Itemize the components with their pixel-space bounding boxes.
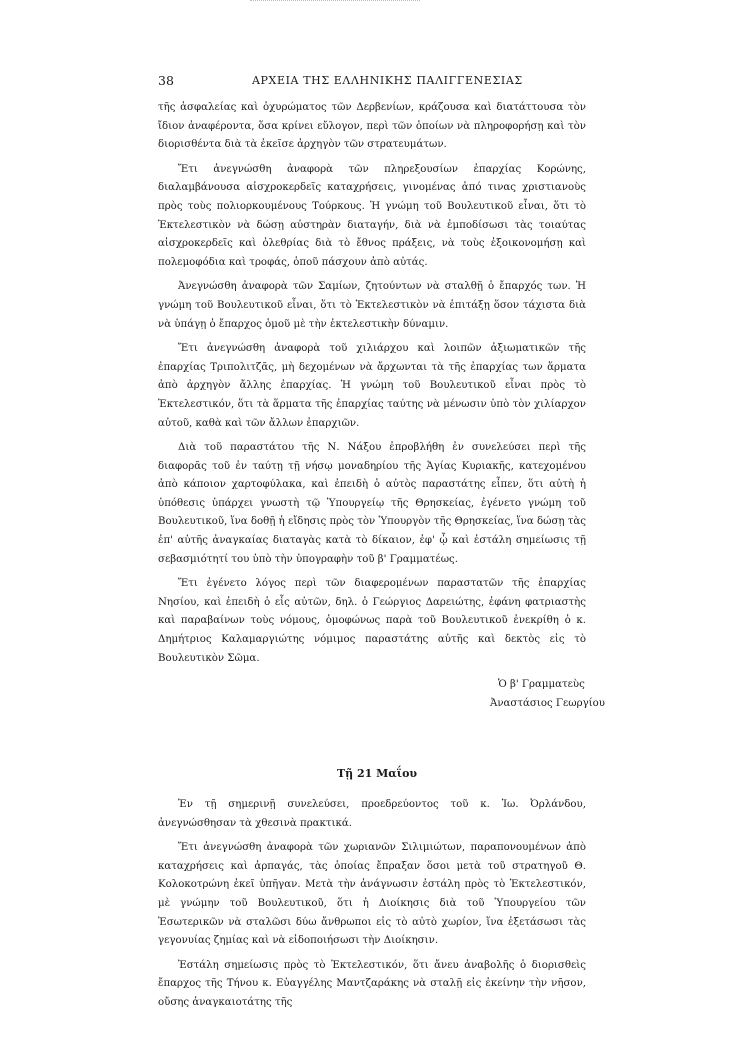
page-number: 38: [158, 73, 174, 88]
top-edge-line: [250, 0, 420, 2]
signature-block: [158, 676, 605, 713]
paragraph: Ἔτι ἀνεγνώσθη ἀναφορὰ τῶν πληρεξουσίων ἐπαρχίας Κορώνης, διαλαμβάνουσα αἰσχροκερδεῖς καταχρήσεις, γινομένας ἀπό τινας χριστιανοὺς πρὸς τοὺς πολιορκουμένους Τούρκους. Ἡ γνώμη τοῦ Βουλευτικοῦ εἶναι, ὅτι τὸ Ἐκτελεστικὸν νὰ δώσῃ αὐστηρὰν διαταγήν, διὰ νὰ ἐμποδίσωσι τὰς τοιαύτας αἰσχροκερδεῖς καὶ ὀλεθρίας διὰ τὸ ἔθνος πράξεις, νὰ τοὺς ἐξοικονομήσῃ καὶ πολεμοφόδια καὶ τροφάς, ὁποῦ πάσχουν ἀπὸ αὐτάς.: [158, 163, 586, 268]
paragraph: Ἐστάλη σημείωσις πρὸς τὸ Ἐκτελεστικόν, ὅτι ἄνευ ἀναβολῆς ὁ διορισθεὶς ἔπαρχος τῆς Τήνου κ. Εὐαγγέλης Μαντζαράκης νὰ σταλῇ εἰς ἐκείνην τὴν νῆσον, οὔσης ἀναγκαιοτάτης τῆς: [158, 959, 586, 1008]
paragraph: τῆς ἀσφαλείας καὶ ὀχυρώματος τῶν Δερβενίων, κράζουσα καὶ διατάττουσα τὸν ἴδιον ἀναφέροντα, ὅσα κρίνει εὔλογον, περὶ τῶν ὁποίων νὰ πληροφορήσῃ καὶ τὸν διορισθέντα διὰ τὰ ἐκεῖσε ἀρχηγὸν τῶν στρατευμάτων.: [158, 102, 586, 151]
signature-title: Ὁ β' Γραμματεὺς: [498, 679, 585, 691]
paragraph: Ἔτι ἀνεγνώσθη ἀναφορὰ τοῦ χιλιάρχου καὶ λοιπῶν ἀξιωματικῶν τῆς ἐπαρχίας Τριπολιτζᾶς, μὴ δεχομένων νὰ ἄρχωνται τὰ τῆς ἐπαρχίας των ἅρματα ἀπὸ ἀρχηγὸν ἄλλης ἐπαρχίας. Ἡ γνώμη τοῦ Βουλευτικοῦ εἶναι πρὸς τὸ Ἐκτελεστικόν, ὅτι τὰ ἅρματα τῆς ἐπαρχίας ταύτης νὰ μένωσιν ὑπὸ τὸν χιλίαρχον αὐτοῦ, καθὰ καὶ τῶν ἄλλων ἐπαρχιῶν.: [158, 343, 586, 429]
page-body: [158, 99, 605, 1019]
paragraph: Διὰ τοῦ παραστάτου τῆς Ν. Νάξου ἐπροβλήθη ἐν συνελεύσει περὶ τῆς διαφορᾶς τοῦ ἐν ταύτῃ τῇ νήσῳ μοναδηρίου τῆς Ἁγίας Κυριακῆς, κατεχομένου ἀπὸ κάποιον χαρτοφύλακα, καὶ ἐπειδὴ ὁ αὐτὸς παραστάτης εἶπεν, ὅτι αὐτὴ ἡ ὑπόθεσις ὑπάρχει γνωστὴ τῷ Ὑπουργείῳ τῆς Θρησκείας, ἐγένετο γνώμη τοῦ Βουλευτικοῦ, ἵνα δοθῇ ἡ εἴδησις πρὸς τὸν Ὑπουργὸν τῆς Θρησκείας, ἵνα δώσῃ τὰς ἐπ' αὐτῆς ἀναγκαίας διαταγὰς κατὰ τὸ δίκαιον, ἐφ' ᾧ καὶ ἐστάλη σημείωσις τῇ σεβασμιότητί του ὑπὸ τὴν ὑπογραφὴν τοῦ β' Γραμματέως.: [158, 442, 586, 565]
date-heading: Τῇ 21 Μαΐου: [336, 767, 418, 781]
paragraph: Ἔτι ἐγένετο λόγος περὶ τῶν διαφερομένων παραστατῶν τῆς ἐπαρχίας Νησίου, καὶ ἐπειδὴ ὁ εἷς αὐτῶν, δηλ. ὁ Γεώργιος Δαρειώτης, ἐφάνη φατριαστὴς καὶ παραβαίνων τοὺς νόμους, ὁμοφώνως παρὰ τοῦ Βουλευτικοῦ ἐνεκρίθη ὁ κ. Δημήτριος Καλαμαργιώτης νόμιμος παραστάτης αὐτῆς καὶ δεκτὸς εἰς τὸ Βουλευτικὸν Σῶμα.: [158, 578, 586, 664]
paragraph: Ἔτι ἀνεγνώσθη ἀναφορὰ τῶν χωριανῶν Σιλιμιώτων, παραπονουμένων ἀπὸ καταχρήσεις καὶ ἁρπαγάς, τὰς ὁποίας ἔπραξαν ὅσοι μετὰ τοῦ στρατηγοῦ Θ. Κολοκοτρώνη ἐκεῖ ὑπῆγαν. Μετὰ τὴν ἀνάγνωσιν ἐστάλη πρὸς τὸ Ἐκτελεστικόν, μὲ γνώμην τοῦ Βουλευτικοῦ, ὅτι ἡ Διοίκησις διὰ τοῦ Ὑπουργείου τῶν Ἐσωτερικῶν νὰ σταλῶσι δύω ἄνθρωποι εἰς τὸ αὐτὸ χωρίον, ἵνα ἐξετάσωσι τὰς γεγονυίας ζημίας καὶ νὰ εἰδοποιήσωσι τὴν Διοίκησιν.: [158, 842, 586, 947]
paragraph: Ἀνεγνώσθη ἀναφορὰ τῶν Σαμίων, ζητούντων νὰ σταλθῇ ὁ ἔπαρχός των. Ἡ γνώμη τοῦ Βουλευτικοῦ εἶναι, ὅτι τὸ Ἐκτελεστικὸν νὰ ἐπιτάξῃ ὅσον τάχιστα διὰ νὰ ὑπάγῃ ὁ ἔπαρχος ὁμοῦ μὲ τὴν ἐκτελεστικὴν δύναμιν.: [158, 281, 586, 330]
signature-name: Ἀναστάσιος Γεωργίου: [490, 697, 605, 709]
running-title: ΑΡΧΕΙΑ ΤΗΣ ΕΛΛΗΝΙΚΗΣ ΠΑΛΙΓΓΕΝΕΣΙΑΣ: [252, 74, 523, 87]
page-header: [158, 73, 586, 93]
paragraph: Ἐν τῇ σημερινῇ συνελεύσει, προεδρεύοντος τοῦ κ. Ἰω. Ὀρλάνδου, ἀνεγνώσθησαν τὰ χθεσινὰ πρακτικά.: [158, 799, 586, 829]
